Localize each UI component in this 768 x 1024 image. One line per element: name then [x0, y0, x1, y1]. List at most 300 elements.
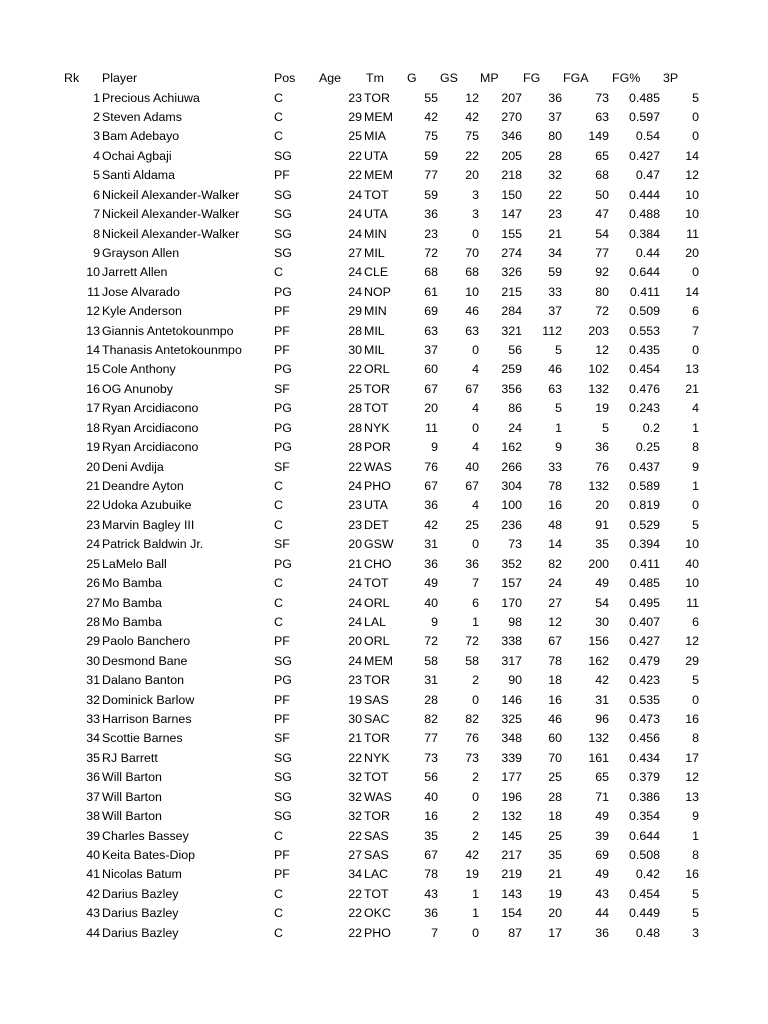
pos-cell: SG — [274, 770, 292, 785]
pos-cell: PF — [274, 168, 290, 183]
pos-cell: PG — [274, 420, 292, 435]
rank-cell: 26 — [86, 576, 100, 591]
team-cell: SAS — [364, 828, 389, 843]
fga-cell: 69 — [595, 847, 609, 862]
fg-pct-cell: 0.454 — [628, 886, 660, 901]
fga-cell: 77 — [595, 245, 609, 260]
player-cell: RJ Barrett — [102, 750, 158, 765]
games-cell: 36 — [424, 906, 438, 921]
rank-cell: 11 — [87, 284, 100, 299]
three-p-cell: 1 — [692, 828, 699, 843]
fg-cell: 63 — [548, 381, 562, 396]
age-cell: 22 — [348, 362, 362, 377]
player-cell: Dalano Banton — [102, 673, 184, 688]
games-started-cell: 1 — [472, 614, 479, 629]
three-p-cell: 8 — [692, 440, 699, 455]
table-row — [0, 186, 768, 205]
pos-cell: C — [274, 886, 283, 901]
player-cell: Marvin Bagley III — [102, 517, 195, 532]
three-p-cell: 0 — [692, 692, 699, 707]
team-cell: TOR — [364, 809, 390, 824]
fga-cell: 65 — [595, 148, 609, 163]
three-p-cell: 4 — [692, 401, 699, 416]
team-cell: MIA — [364, 129, 387, 144]
minutes-cell: 219 — [501, 867, 522, 882]
table-row — [0, 496, 768, 515]
rank-cell: 34 — [86, 731, 100, 746]
pos-cell: SF — [274, 537, 290, 552]
fg-cell: 34 — [548, 245, 562, 260]
fga-cell: 80 — [595, 284, 609, 299]
pos-cell: C — [274, 129, 283, 144]
fg-pct-cell: 0.423 — [628, 673, 660, 688]
player-cell: Deni Avdija — [102, 459, 164, 474]
games-started-cell: 12 — [465, 90, 479, 105]
age-cell: 19 — [348, 692, 362, 707]
fg-pct-cell: 0.473 — [628, 712, 660, 727]
rank-cell: 19 — [86, 440, 100, 455]
minutes-cell: 170 — [501, 595, 522, 610]
fg-pct-cell: 0.535 — [628, 692, 660, 707]
rank-cell: 39 — [86, 828, 100, 843]
player-cell: Deandre Ayton — [102, 479, 184, 493]
pos-cell: PF — [274, 634, 290, 649]
player-cell: Nickeil Alexander-Walker — [102, 187, 240, 202]
pos-cell: PF — [274, 304, 290, 319]
fg-pct-cell: 0.379 — [628, 770, 660, 785]
age-cell: 32 — [348, 809, 362, 824]
pos-cell: SG — [274, 148, 292, 163]
games-cell: 67 — [424, 381, 438, 396]
fg-cell: 112 — [542, 323, 562, 338]
minutes-cell: 274 — [501, 245, 522, 260]
fg-pct-cell: 0.488 — [628, 207, 660, 222]
fga-cell: 31 — [595, 692, 609, 707]
table-row — [0, 89, 768, 108]
pos-cell: SG — [274, 809, 292, 824]
games-started-cell: 2 — [472, 809, 479, 824]
fga-cell: 50 — [595, 187, 609, 202]
table-row — [0, 865, 768, 884]
age-cell: 28 — [348, 440, 362, 455]
header-rk: Rk — [64, 71, 80, 85]
pos-cell: SG — [274, 207, 292, 222]
pos-cell: C — [274, 479, 283, 493]
minutes-cell: 356 — [501, 381, 522, 396]
age-cell: 27 — [348, 847, 362, 862]
age-cell: 30 — [348, 343, 362, 358]
fga-cell: 203 — [588, 323, 609, 338]
three-p-cell: 14 — [685, 148, 699, 163]
games-started-cell: 0 — [472, 692, 479, 707]
rank-cell: 14 — [86, 343, 100, 358]
minutes-cell: 87 — [508, 925, 522, 940]
fg-pct-cell: 0.48 — [635, 925, 660, 940]
fg-pct-cell: 0.407 — [628, 614, 660, 629]
games-cell: 40 — [424, 595, 438, 610]
games-started-cell: 2 — [472, 770, 479, 785]
team-cell: TOR — [364, 381, 390, 396]
fg-cell: 27 — [548, 595, 562, 610]
games-started-cell: 22 — [465, 148, 479, 163]
fg-cell: 46 — [548, 712, 562, 727]
table-row — [0, 729, 768, 748]
fga-cell: 20 — [595, 498, 609, 513]
games-cell: 69 — [424, 304, 438, 319]
minutes-cell: 147 — [501, 207, 522, 222]
fga-cell: 102 — [588, 362, 609, 377]
fg-cell: 12 — [548, 614, 562, 629]
games-cell: 11 — [425, 420, 438, 435]
minutes-cell: 218 — [501, 168, 522, 183]
fg-pct-cell: 0.644 — [628, 265, 660, 280]
team-cell: WAS — [364, 789, 392, 804]
player-cell: Ryan Arcidiacono — [102, 401, 199, 416]
header-tm: Tm — [366, 71, 384, 85]
games-cell: 56 — [424, 770, 438, 785]
pos-cell: PG — [274, 556, 292, 571]
age-cell: 22 — [348, 828, 362, 843]
three-p-cell: 10 — [685, 187, 699, 202]
team-cell: SAC — [364, 712, 390, 727]
fg-pct-cell: 0.47 — [635, 168, 660, 183]
pos-cell: SF — [274, 381, 290, 396]
minutes-cell: 56 — [508, 343, 522, 358]
age-cell: 24 — [348, 226, 362, 241]
table-row — [0, 360, 768, 379]
fg-pct-cell: 0.394 — [628, 537, 660, 552]
player-cell: Ryan Arcidiacono — [102, 420, 199, 435]
age-cell: 21 — [348, 731, 362, 746]
table-row — [0, 924, 768, 943]
games-started-cell: 4 — [472, 440, 479, 455]
age-cell: 22 — [348, 148, 362, 163]
three-p-cell: 5 — [692, 517, 699, 532]
fg-cell: 33 — [548, 459, 562, 474]
games-cell: 76 — [424, 459, 438, 474]
minutes-cell: 259 — [501, 362, 522, 377]
fga-cell: 43 — [595, 886, 609, 901]
fg-pct-cell: 0.529 — [628, 517, 660, 532]
fg-cell: 1 — [555, 420, 562, 435]
player-cell: Nickeil Alexander-Walker — [102, 207, 240, 222]
fga-cell: 63 — [595, 110, 609, 125]
three-p-cell: 1 — [692, 420, 699, 435]
team-cell: SAS — [364, 692, 389, 707]
table-row — [0, 827, 768, 846]
rank-cell: 2 — [93, 110, 100, 125]
header-fga: FGA — [563, 71, 589, 85]
minutes-cell: 146 — [501, 692, 522, 707]
team-cell: LAL — [364, 614, 387, 629]
team-cell: MIL — [364, 245, 385, 260]
games-cell: 31 — [424, 673, 438, 688]
fg-cell: 37 — [548, 304, 562, 319]
age-cell: 24 — [348, 265, 362, 280]
table-row — [0, 399, 768, 418]
minutes-cell: 207 — [501, 90, 522, 105]
games-started-cell: 0 — [472, 343, 479, 358]
table-row — [0, 788, 768, 807]
age-cell: 29 — [348, 110, 362, 125]
minutes-cell: 162 — [501, 440, 522, 455]
fg-cell: 80 — [548, 129, 562, 144]
table-row — [0, 458, 768, 477]
games-started-cell: 72 — [465, 634, 479, 649]
minutes-cell: 217 — [501, 847, 522, 862]
team-cell: TOT — [364, 187, 389, 202]
age-cell: 23 — [348, 90, 362, 105]
games-cell: 31 — [424, 537, 438, 552]
games-cell: 42 — [424, 110, 438, 125]
fg-cell: 25 — [548, 828, 562, 843]
pos-cell: C — [274, 110, 283, 125]
three-p-cell: 12 — [685, 634, 699, 649]
minutes-cell: 205 — [501, 148, 522, 163]
games-cell: 42 — [424, 517, 438, 532]
fga-cell: 96 — [595, 712, 609, 727]
header-age: Age — [319, 71, 342, 85]
fga-cell: 5 — [602, 420, 609, 435]
rank-cell: 23 — [86, 517, 100, 532]
games-cell: 77 — [424, 168, 438, 183]
fg-cell: 14 — [548, 537, 562, 552]
games-started-cell: 42 — [465, 847, 479, 862]
rank-cell: 28 — [86, 614, 100, 629]
fg-cell: 48 — [548, 517, 562, 532]
fg-pct-cell: 0.508 — [628, 847, 660, 862]
table-row — [0, 205, 768, 224]
fg-cell: 5 — [555, 401, 562, 416]
games-cell: 7 — [431, 925, 438, 940]
table-row — [0, 710, 768, 729]
fg-cell: 21 — [548, 867, 562, 882]
three-p-cell: 12 — [685, 168, 699, 183]
table-row — [0, 846, 768, 865]
fga-cell: 156 — [588, 634, 609, 649]
fga-cell: 35 — [595, 537, 609, 552]
rank-cell: 36 — [86, 770, 100, 785]
age-cell: 28 — [348, 323, 362, 338]
player-cell: Cole Anthony — [102, 362, 176, 377]
table-row — [0, 613, 768, 632]
team-cell: TOT — [364, 886, 389, 901]
team-cell: SAS — [364, 847, 389, 862]
fga-cell: 132 — [588, 479, 609, 493]
age-cell: 22 — [348, 168, 362, 183]
fga-cell: 30 — [595, 614, 609, 629]
fg-cell: 25 — [548, 770, 562, 785]
games-started-cell: 42 — [465, 110, 479, 125]
player-cell: Will Barton — [102, 809, 162, 824]
rank-cell: 44 — [86, 925, 100, 940]
age-cell: 28 — [348, 420, 362, 435]
rank-cell: 6 — [93, 187, 100, 202]
fg-pct-cell: 0.485 — [628, 90, 660, 105]
table-row — [0, 671, 768, 690]
three-p-cell: 10 — [685, 576, 699, 591]
age-cell: 22 — [348, 750, 362, 765]
pos-cell: C — [274, 925, 283, 940]
pos-cell: SF — [274, 731, 290, 746]
fga-cell: 54 — [595, 595, 609, 610]
fg-cell: 32 — [548, 168, 562, 183]
team-cell: ORL — [364, 634, 390, 649]
table-row — [0, 516, 768, 535]
three-p-cell: 10 — [685, 537, 699, 552]
three-p-cell: 0 — [692, 265, 699, 280]
games-started-cell: 68 — [465, 265, 479, 280]
pos-cell: C — [274, 265, 283, 280]
team-cell: POR — [364, 440, 391, 455]
fg-pct-cell: 0.597 — [628, 110, 660, 125]
fg-pct-cell: 0.495 — [628, 595, 660, 610]
fga-cell: 65 — [595, 770, 609, 785]
rank-cell: 5 — [93, 168, 100, 183]
rank-cell: 10 — [86, 265, 100, 280]
player-cell: Desmond Bane — [102, 653, 188, 668]
pos-cell: PF — [274, 847, 290, 862]
fg-pct-cell: 0.435 — [628, 343, 660, 358]
games-started-cell: 7 — [472, 576, 479, 591]
age-cell: 24 — [348, 595, 362, 610]
fg-cell: 78 — [548, 479, 562, 493]
team-cell: TOT — [364, 770, 389, 785]
minutes-cell: 150 — [501, 187, 522, 202]
age-cell: 20 — [348, 634, 362, 649]
three-p-cell: 21 — [685, 381, 699, 396]
age-cell: 24 — [348, 284, 362, 299]
player-cell: Bam Adebayo — [102, 129, 180, 144]
pos-cell: SF — [274, 459, 290, 474]
games-started-cell: 20 — [465, 168, 479, 183]
table-row — [0, 244, 768, 263]
games-started-cell: 25 — [465, 517, 479, 532]
fga-cell: 71 — [595, 789, 609, 804]
fg-pct-cell: 0.589 — [628, 479, 660, 493]
rank-cell: 15 — [86, 362, 100, 377]
age-cell: 21 — [348, 556, 362, 571]
player-cell: Kyle Anderson — [102, 304, 182, 319]
rank-cell: 27 — [86, 595, 100, 610]
fg-cell: 23 — [548, 207, 562, 222]
age-cell: 24 — [348, 479, 362, 493]
age-cell: 24 — [348, 653, 362, 668]
fg-cell: 60 — [548, 731, 562, 746]
rank-cell: 32 — [86, 692, 100, 707]
games-started-cell: 76 — [465, 731, 479, 746]
fg-cell: 59 — [548, 265, 562, 280]
header-fg: FG — [523, 71, 541, 85]
games-cell: 67 — [424, 479, 438, 493]
minutes-cell: 304 — [501, 479, 522, 493]
team-cell: MEM — [364, 110, 393, 125]
games-started-cell: 10 — [465, 284, 479, 299]
fg-pct-cell: 0.456 — [628, 731, 660, 746]
minutes-cell: 157 — [501, 576, 522, 591]
games-cell: 58 — [424, 653, 438, 668]
rank-cell: 1 — [93, 90, 100, 105]
games-cell: 36 — [424, 556, 438, 571]
player-cell: Scottie Barnes — [102, 731, 183, 746]
minutes-cell: 215 — [501, 284, 522, 299]
player-cell: Nicolas Batum — [102, 867, 182, 882]
three-p-cell: 0 — [692, 498, 699, 513]
team-cell: OKC — [364, 906, 391, 921]
minutes-cell: 154 — [501, 906, 522, 921]
pos-cell: PF — [274, 867, 290, 882]
fga-cell: 76 — [595, 459, 609, 474]
games-started-cell: 3 — [472, 187, 479, 202]
age-cell: 22 — [348, 906, 362, 921]
games-cell: 43 — [424, 886, 438, 901]
three-p-cell: 5 — [692, 673, 699, 688]
fga-cell: 91 — [595, 517, 609, 532]
fg-pct-cell: 0.485 — [628, 576, 660, 591]
team-cell: MEM — [364, 653, 393, 668]
games-started-cell: 0 — [472, 226, 479, 241]
age-cell: 34 — [348, 867, 362, 882]
rank-cell: 17 — [86, 401, 100, 416]
three-p-cell: 10 — [685, 207, 699, 222]
team-cell: PHO — [364, 925, 391, 940]
team-cell: MIL — [364, 323, 385, 338]
fg-cell: 17 — [548, 925, 562, 940]
player-cell: Charles Bassey — [102, 828, 189, 843]
table-row — [0, 691, 768, 710]
minutes-cell: 132 — [501, 809, 522, 824]
table-row — [0, 302, 768, 321]
fg-pct-cell: 0.386 — [628, 789, 660, 804]
rank-cell: 40 — [86, 847, 100, 862]
games-cell: 59 — [424, 187, 438, 202]
minutes-cell: 348 — [501, 731, 522, 746]
team-cell: UTA — [364, 207, 388, 222]
games-cell: 55 — [424, 90, 438, 105]
pos-cell: C — [274, 90, 283, 105]
fga-cell: 36 — [595, 440, 609, 455]
games-cell: 9 — [431, 440, 438, 455]
fg-cell: 37 — [548, 110, 562, 125]
rank-cell: 38 — [86, 809, 100, 824]
team-cell: UTA — [364, 148, 388, 163]
minutes-cell: 24 — [508, 420, 522, 435]
table-row — [0, 904, 768, 923]
three-p-cell: 13 — [685, 362, 699, 377]
header-pos: Pos — [274, 71, 296, 85]
three-p-cell: 6 — [692, 614, 699, 629]
minutes-cell: 177 — [501, 770, 522, 785]
games-cell: 78 — [424, 867, 438, 882]
minutes-cell: 321 — [501, 323, 522, 338]
player-cell: Thanasis Antetokounmpo — [102, 343, 242, 358]
games-cell: 28 — [424, 692, 438, 707]
fg-cell: 20 — [548, 906, 562, 921]
pos-cell: C — [274, 614, 283, 629]
games-started-cell: 0 — [472, 925, 479, 940]
fg-pct-cell: 0.243 — [628, 401, 660, 416]
fg-pct-cell: 0.427 — [628, 634, 660, 649]
player-cell: Grayson Allen — [102, 245, 180, 260]
pos-cell: C — [274, 828, 283, 843]
age-cell: 24 — [348, 576, 362, 591]
table-row — [0, 419, 768, 438]
fga-cell: 49 — [595, 576, 609, 591]
pos-cell: C — [274, 906, 283, 921]
fg-pct-cell: 0.354 — [628, 809, 660, 824]
table-row — [0, 108, 768, 127]
team-cell: TOR — [364, 90, 390, 105]
